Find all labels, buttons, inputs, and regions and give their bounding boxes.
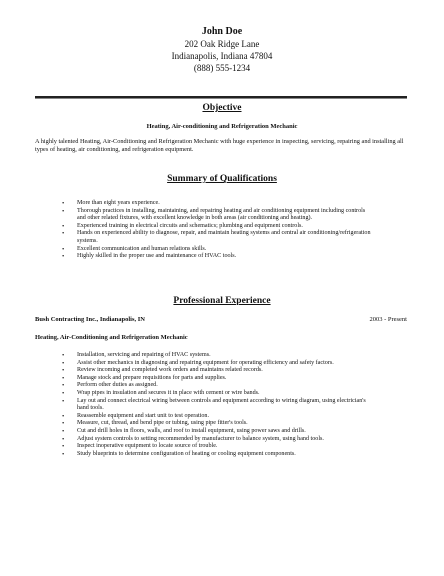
- bullet-icon: •: [62, 352, 65, 359]
- list-item: • Inspect inoperative equipment to locate source of trouble.: [62, 443, 218, 451]
- company-name: Bush Contracting Inc., Indianapolis, IN: [35, 316, 145, 323]
- qualifications-heading: Summary of Qualifications: [167, 174, 277, 184]
- bullet-icon: •: [62, 435, 65, 443]
- experience-duties-list: [62, 352, 372, 458]
- list-item: • Manage stock and prepare requisitions for parts and supplies.: [62, 374, 227, 382]
- objective-subtitle: Heating, Air-conditioning and Refrigeration Mechanic: [146, 123, 298, 130]
- list-item: • Measure, cut, thread, and bend pipe or tubing, using pipe fitter's tools.: [62, 420, 248, 428]
- bullet-icon: •: [62, 382, 65, 390]
- bullet-icon: •: [62, 389, 65, 397]
- bullet-icon: •: [62, 374, 65, 382]
- bullet-icon: •: [62, 412, 65, 420]
- bullet-icon: •: [62, 200, 65, 207]
- list-item: • Study blueprints to determine configuration of heating or cooling equipment components.: [62, 450, 296, 458]
- list-item: • Assist other mechanics in diagnosing and repairing equipment for operating efficiency and safety factors.: [62, 359, 334, 367]
- list-item: • Reassemble equipment and start unit to test operation.: [62, 412, 210, 420]
- bullet-icon: •: [62, 367, 65, 375]
- employment-dates: 2003 - Present: [369, 316, 407, 323]
- objective-heading: Objective: [202, 103, 242, 113]
- list-item: • Highly skilled in the proper use and maintenance of HVAC tools.: [62, 253, 237, 261]
- list-item: • Cut and drill holes in floors, walls, and roof to install equipment, using power saws and drills.: [62, 427, 306, 435]
- list-item: • Lay out and connect electrical wiring between controls and equipment according to wiring diagram, using electrician's hand tools.: [62, 397, 366, 412]
- list-item: • Installation, servicing and repairing of HVAC systems.: [62, 352, 211, 359]
- list-item: • Thorough practices in installing, maintaining, and repairing heating and air conditioning equipment including controls and other related fixtures, with excellent knowledge in both areas (air conditioning and heating).: [62, 207, 366, 222]
- phone-number: (888) 555-1234: [193, 63, 251, 73]
- experience-heading: Professional Experience: [173, 296, 271, 306]
- objective-text: A highly talented Heating, Air-Conditioning and Refrigeration Mechanic with huge experience in inspecting, servicing, repairing and installing all types of heating, air conditioning, and refrigeration equipment.: [35, 138, 404, 153]
- bullet-icon: •: [62, 397, 65, 405]
- list-item: • More than eight years experience.: [62, 200, 160, 207]
- street-address: 202 Oak Ridge Lane: [184, 39, 260, 49]
- list-item: • Hands on experienced ability to diagnose, repair, and maintain heating systems and central air conditioning/refrigeration systems.: [62, 230, 371, 244]
- bullet-icon: •: [62, 253, 65, 261]
- bullet-icon: •: [62, 420, 65, 428]
- list-item: • Excellent communication and human relations skills.: [62, 245, 207, 253]
- list-item: • Adjust system controls to setting recommended by manufacturer to balance system, using hand tools.: [62, 435, 324, 443]
- applicant-name: John Doe: [201, 26, 243, 37]
- header-divider: [35, 96, 407, 99]
- list-item: • Wrap pipes in insulation and secures it in place with cement or wire bands.: [62, 389, 260, 397]
- list-item: • Perform other duties as assigned.: [62, 382, 158, 390]
- list-item: • Review incoming and completed work orders and maintains related records.: [62, 367, 263, 375]
- job-title: Heating, Air-Conditioning and Refrigeration Mechanic: [35, 334, 188, 341]
- bullet-icon: •: [62, 427, 65, 435]
- bullet-icon: •: [62, 245, 65, 253]
- bullet-icon: •: [62, 222, 65, 230]
- list-item: • Experienced training in electrical circuits and schematics; plumbing and equipment controls.: [62, 222, 303, 230]
- bullet-icon: •: [62, 443, 65, 451]
- bullet-icon: •: [62, 450, 65, 458]
- qualifications-list: [62, 200, 372, 261]
- city-state-zip: Indianapolis, Indiana 47804: [171, 51, 273, 61]
- bullet-icon: •: [62, 359, 65, 367]
- bullet-icon: •: [62, 207, 65, 215]
- bullet-icon: •: [62, 230, 65, 238]
